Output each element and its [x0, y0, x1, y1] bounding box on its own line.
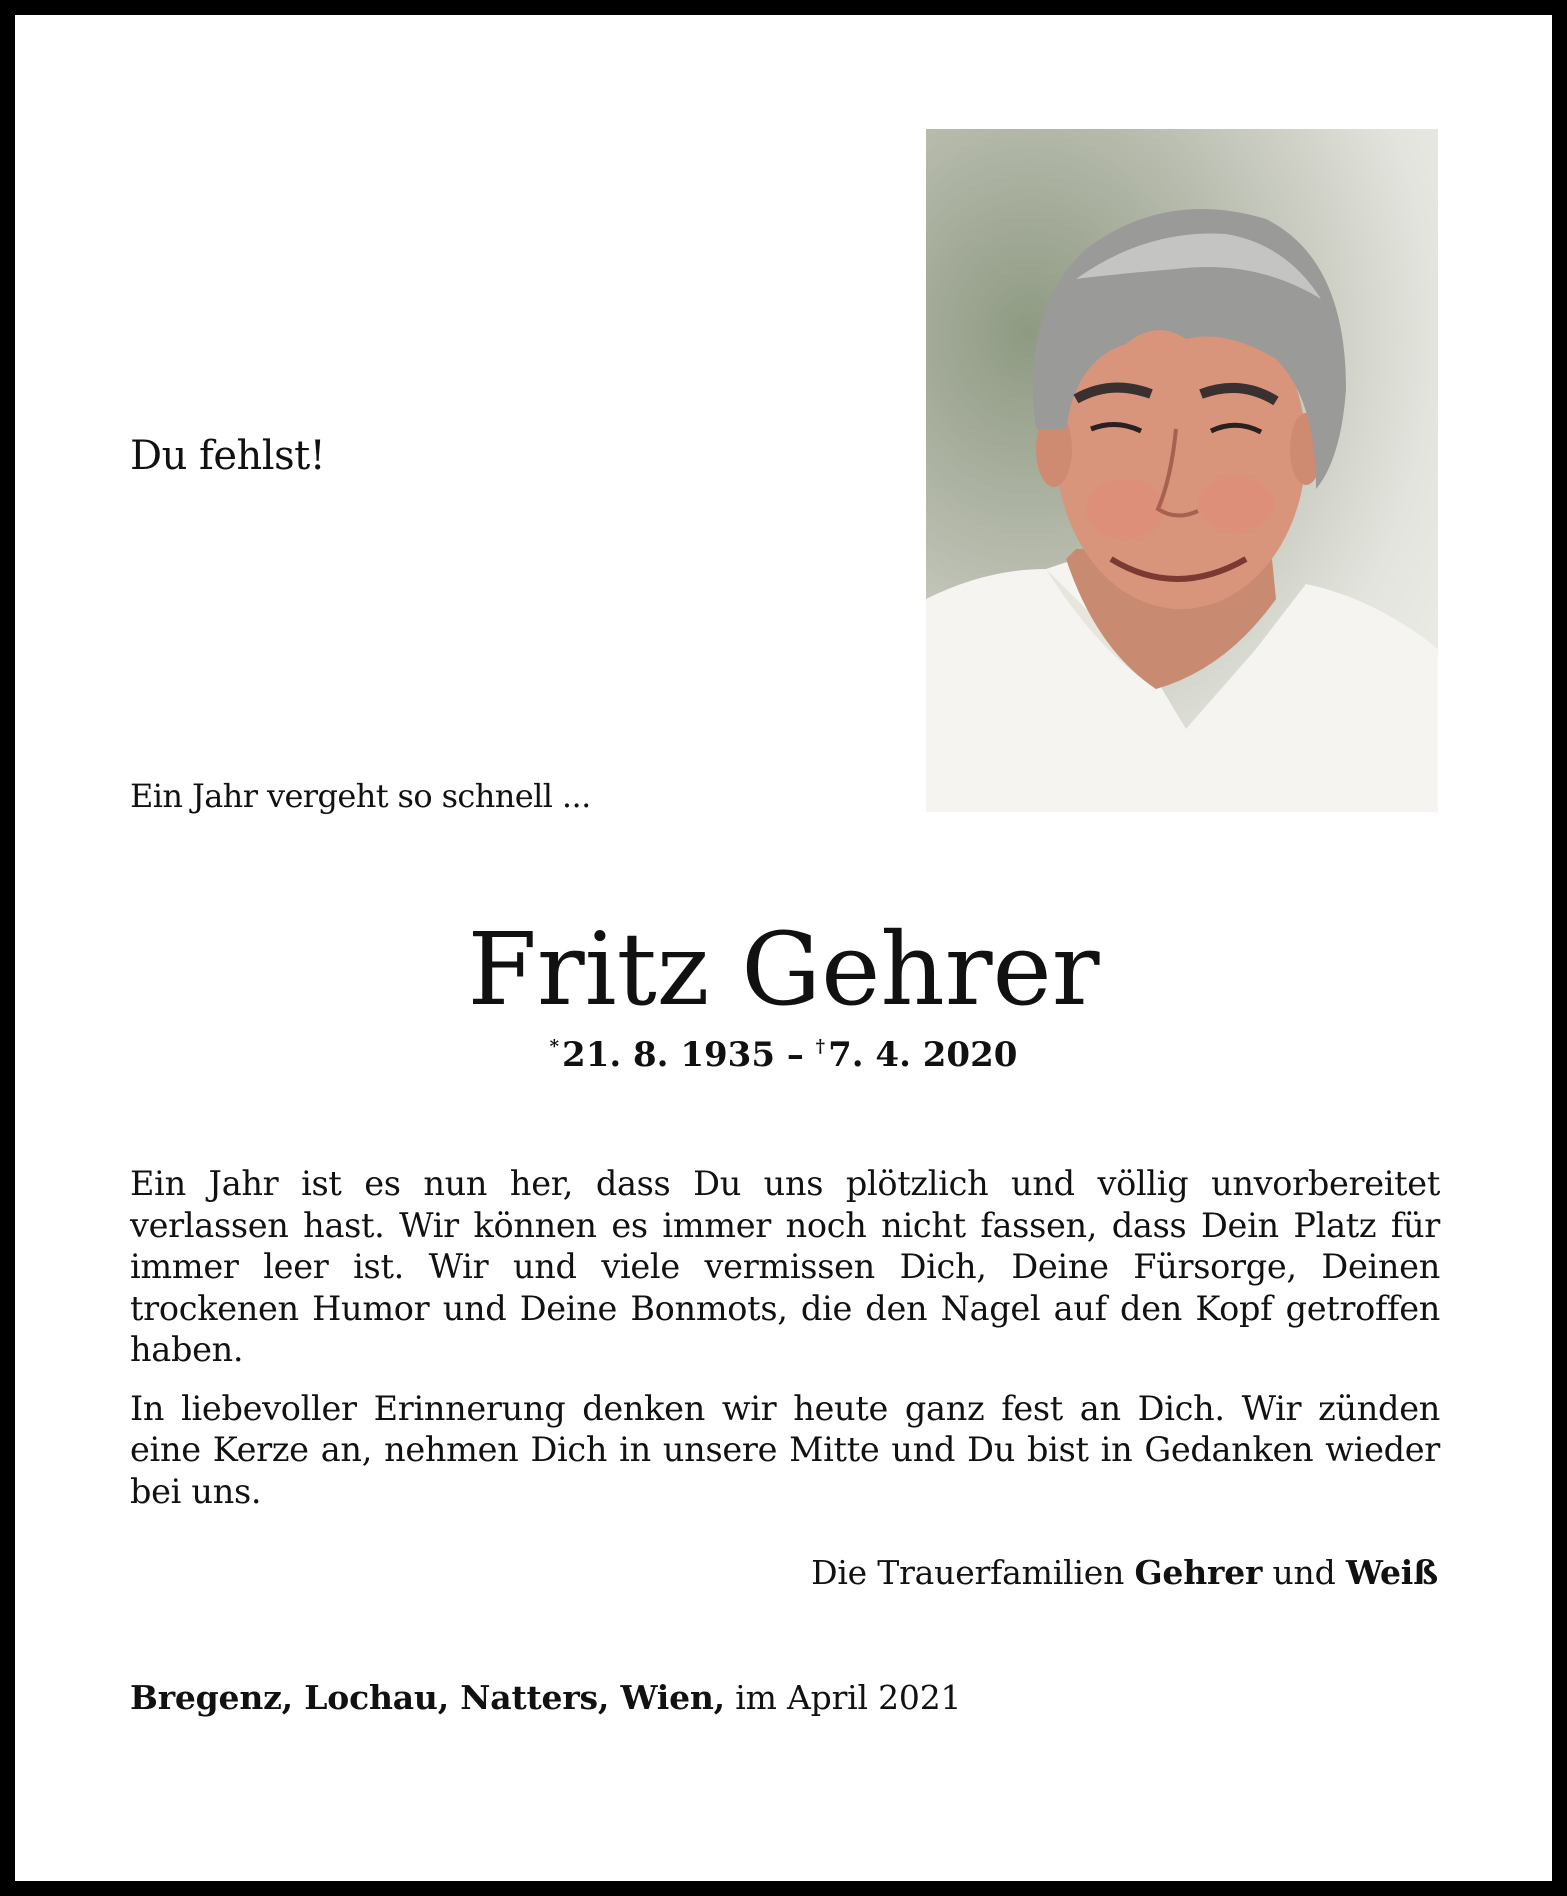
obituary-card	[15, 15, 1552, 1881]
birth-date: 21. 8. 1935	[562, 1035, 775, 1075]
date-separator: –	[774, 1035, 816, 1075]
family-name-2: Weiß	[1345, 1553, 1438, 1592]
portrait-photo-icon	[926, 129, 1438, 812]
family-name-1: Gehrer	[1134, 1553, 1263, 1592]
death-date: 7. 4. 2020	[828, 1035, 1018, 1075]
place-date: im April 2021	[724, 1678, 962, 1717]
signature	[811, 1553, 1438, 1592]
portrait-photo	[926, 129, 1438, 812]
name-block	[15, 910, 1552, 1030]
places: Bregenz, Lochau, Natters, Wien,	[130, 1678, 725, 1717]
signature-prefix: Die Trauerfamilien	[811, 1553, 1135, 1592]
headline: Du fehlst!	[130, 433, 326, 479]
death-mark: †	[815, 1036, 826, 1057]
message-paragraph: In liebevoller Erinnerung denken wir heute ganz fest an Dich. Wir zünden eine Kerze an, nehmen Dich in unsere Mitte und Du bist in Gedanken wieder bei uns.	[130, 1388, 1440, 1511]
deceased-name: Fritz Gehrer	[467, 911, 1100, 1028]
signature-connector: und	[1262, 1553, 1346, 1592]
life-dates	[15, 1035, 1552, 1075]
message-paragraph: Ein Jahr ist es nun her, dass Du uns plötzlich und völlig unvorbereitet verlassen hast. Wir können es immer noch nicht fassen, dass Dein Platz für immer leer ist. Wir und viele vermissen Dich, Deine Fürsorge, Deinen trockenen Humor und Deine Bonmots, die den Nagel auf den Kopf getroffen haben.	[130, 1164, 1440, 1369]
place-date-line	[130, 1678, 961, 1717]
birth-mark: *	[549, 1036, 560, 1057]
message-body	[130, 1163, 1440, 1529]
subline: Ein Jahr vergeht so schnell ...	[130, 777, 591, 815]
